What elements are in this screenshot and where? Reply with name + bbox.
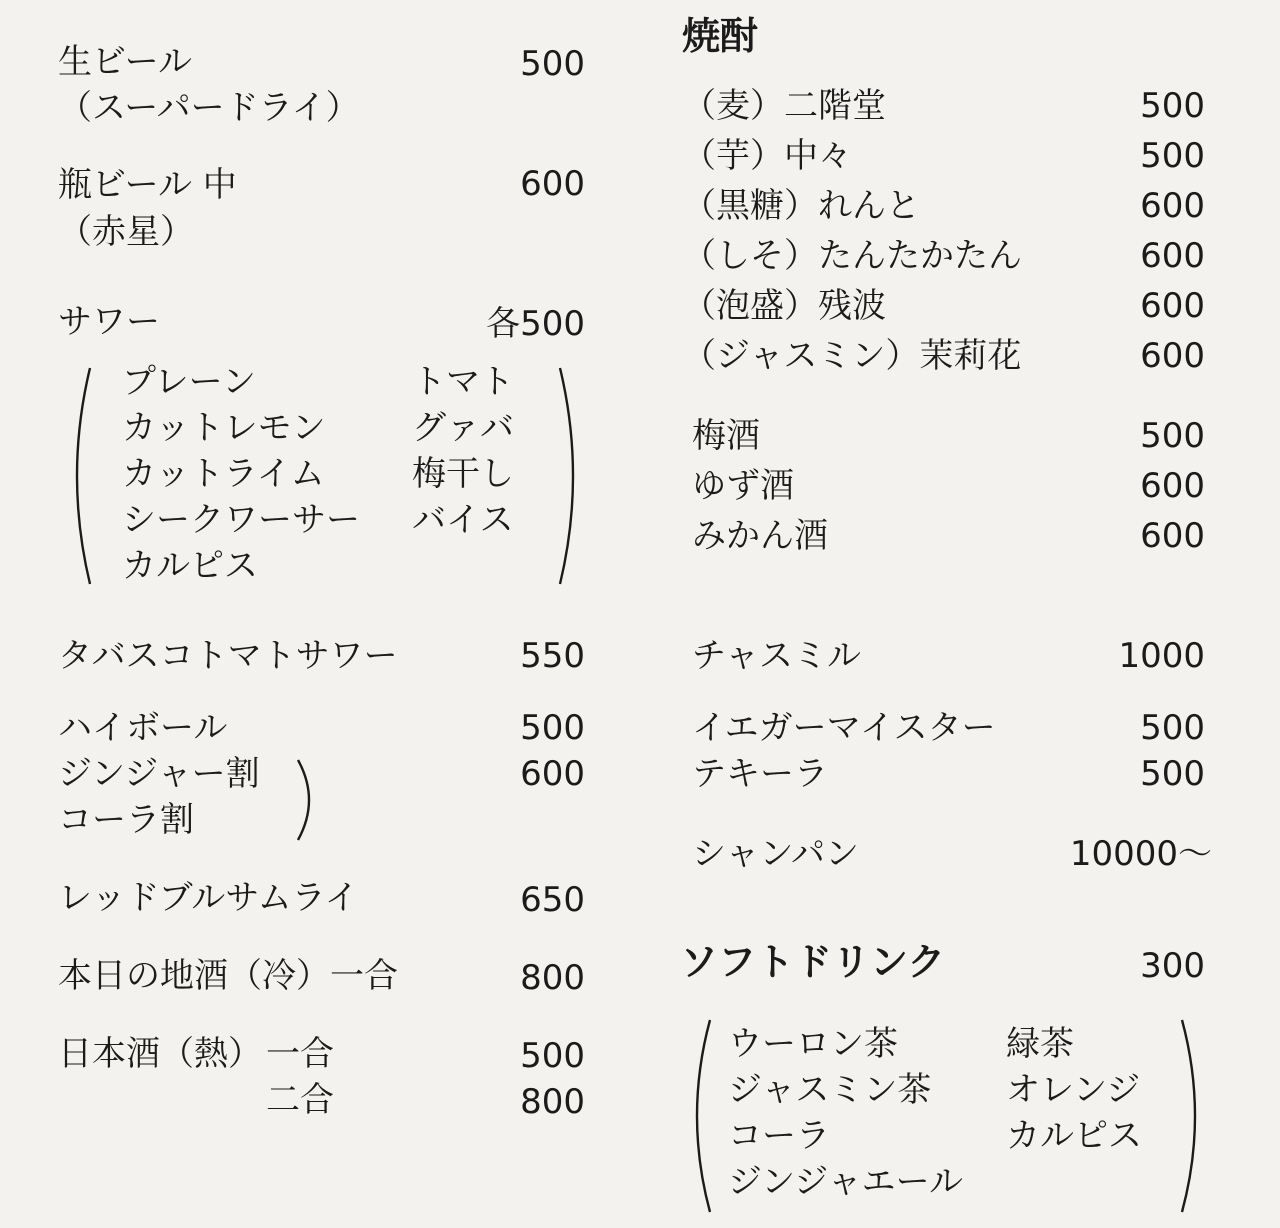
shochu-item-price: 500 <box>1140 136 1205 176</box>
shochu-item-name: （黒糖）れんと <box>682 186 920 226</box>
soft-drink-item: カルピス <box>1006 1116 1142 1156</box>
shochu-item-price: 500 <box>1140 86 1205 126</box>
tabasco-sour-price: 550 <box>520 636 585 676</box>
sour-flavor: グァバ <box>412 408 514 448</box>
draft-beer-price: 500 <box>520 44 585 84</box>
shochu-item-price: 600 <box>1140 286 1205 326</box>
fruit-liquor-price: 600 <box>1140 516 1205 556</box>
highball-variant: ジンジャー割 <box>58 754 260 794</box>
jagermeister-price: 500 <box>1140 708 1205 748</box>
soft-drink-item: ウーロン茶 <box>728 1024 898 1064</box>
highball-variant: コーラ割 <box>58 800 194 840</box>
chasumiru-price: 1000 <box>1118 636 1205 676</box>
shochu-item-name: （芋）中々 <box>682 136 852 176</box>
shochu-item-name: （泡盛）残波 <box>682 286 886 326</box>
shochu-item-name: （しそ）たんたかたん <box>682 236 1022 276</box>
nihonshu-price: 800 <box>520 1082 585 1122</box>
soft-drink-item: 緑茶 <box>1006 1024 1074 1064</box>
shochu-item-price: 600 <box>1140 236 1205 276</box>
chasumiru-name: チャスミル <box>692 636 861 676</box>
highball-price: 500 <box>520 708 585 748</box>
draft-beer-sub: （スーパードライ） <box>58 88 360 128</box>
fruit-liquor-name: 梅酒 <box>692 416 760 456</box>
bottle-beer-name: 瓶ビール 中 <box>58 165 237 205</box>
fruit-liquor-name: みかん酒 <box>692 516 828 556</box>
bottle-beer-sub: （赤星） <box>58 212 194 252</box>
soft-drink-item: オレンジ <box>1006 1070 1141 1110</box>
shochu-item-price: 600 <box>1140 186 1205 226</box>
sour-price: 各500 <box>486 304 585 344</box>
sour-flavor: バイス <box>412 500 514 540</box>
sour-flavor: カルピス <box>122 546 258 586</box>
shochu-item-name: （ジャスミン）茉莉花 <box>682 336 1022 376</box>
bottle-beer-price: 600 <box>520 164 585 204</box>
sour-flavor: カットライム <box>122 454 325 494</box>
jizake-price: 800 <box>520 958 585 998</box>
nihonshu-size: 一合 <box>266 1034 334 1074</box>
tequila-name: テキーラ <box>692 754 828 794</box>
jagermeister-name: イエガーマイスター <box>692 708 996 748</box>
sour-flavor: シークワーサー <box>122 500 360 540</box>
sour-left-bracket <box>62 364 102 588</box>
highball-variant-price: 600 <box>520 754 585 794</box>
highball-name: ハイボール <box>58 708 228 748</box>
tabasco-sour-name: タバスコトマトサワー <box>58 636 398 676</box>
redbull-samurai-price: 650 <box>520 880 585 920</box>
champagne-name: シャンパン <box>692 834 859 874</box>
nihonshu-name: 日本酒（熱） <box>58 1034 262 1074</box>
soft-drink-item: ジンジャエール <box>728 1162 963 1202</box>
jizake-name: 本日の地酒（冷）一合 <box>58 956 398 996</box>
soft-drink-price: 300 <box>1140 946 1205 986</box>
fruit-liquor-name: ゆず酒 <box>692 466 794 506</box>
shochu-item-name: （麦）二階堂 <box>682 86 886 126</box>
sour-name: サワー <box>58 302 160 342</box>
fruit-liquor-price: 500 <box>1140 416 1205 456</box>
sour-right-bracket <box>548 364 588 588</box>
redbull-samurai-name: レッドブルサムライ <box>58 878 359 918</box>
highball-bracket <box>290 756 324 846</box>
soft-drink-right-bracket <box>1170 1016 1210 1216</box>
sour-flavor: プレーン <box>122 362 256 402</box>
shochu-heading: 焼酎 <box>682 14 759 58</box>
tequila-price: 500 <box>1140 754 1205 794</box>
nihonshu-price: 500 <box>520 1036 585 1076</box>
draft-beer-name: 生ビール <box>58 42 192 82</box>
soft-drink-left-bracket <box>682 1016 722 1216</box>
soft-drink-item: コーラ <box>728 1116 830 1156</box>
shochu-item-price: 600 <box>1140 336 1205 376</box>
soft-drink-item: ジャスミン茶 <box>728 1070 932 1110</box>
nihonshu-size: 二合 <box>266 1080 334 1120</box>
champagne-price: 10000〜 <box>1069 834 1212 874</box>
sour-flavor: トマト <box>412 362 514 402</box>
sour-flavor: 梅干し <box>412 454 514 494</box>
fruit-liquor-price: 600 <box>1140 466 1205 506</box>
soft-drink-heading: ソフトドリンク <box>680 940 946 984</box>
sour-flavor: カットレモン <box>122 408 326 448</box>
